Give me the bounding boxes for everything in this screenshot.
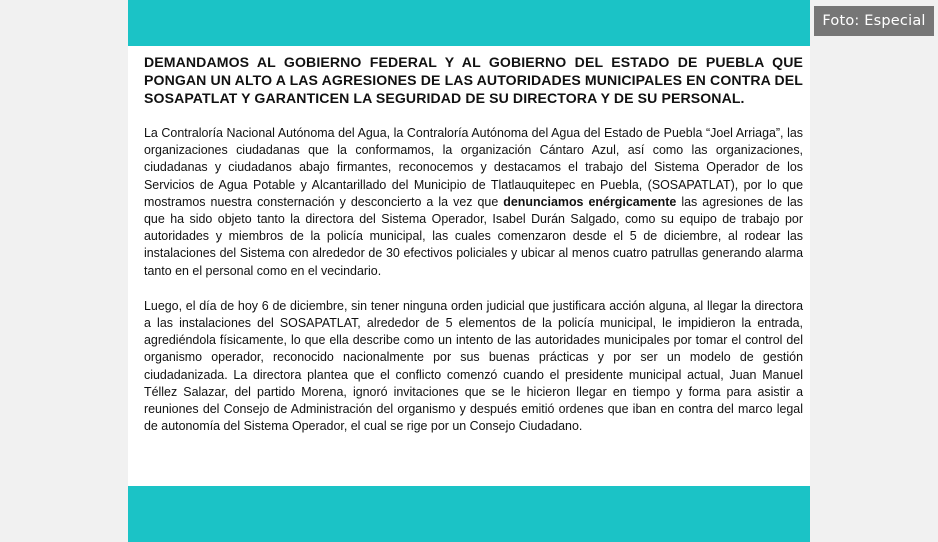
left-backdrop xyxy=(0,0,128,542)
photo-credit-label: Foto: Especial xyxy=(814,6,934,36)
document-heading: DEMANDAMOS AL GOBIERNO FEDERAL Y AL GOBIERNO DEL ESTADO DE PUEBLA QUE PONGAN UN ALTO A LAS AGRESIONES DE LAS AUTORIDADES MUNICIPALES EN CONTRA DEL SOSAPATLAT Y GARANTICEN LA SEGURIDAD DE SU DIRECTORA Y DE SU PERSONAL. xyxy=(144,54,803,106)
paragraph-1-text-before: La Contraloría Nacional Autónoma del Agua, la Contraloría Autónoma del Agua del Estado de Puebla “Joel Arriaga”, las organizaciones ciudadanas que la conformamos, la organización Cántaro Azul, así como las organizaciones, ciudadanas y ciudadanos abajo firmantes, reconocemos y destacamos el trabajo del Sistema Operador de los Servicios de Agua Potable y Alcantarillado del Municipio de Tlatlauquitepec en Puebla, (SOSAPATLAT), por lo que mostramos nuestra consternación y desconcierto a la vez que xyxy=(144,126,803,209)
paragraph-1-text-after: las agresiones de las que ha sido objeto tanto la directora del Sistema Operador, Isabel Durán Salgado, como su equipo de trabajo por autoridades y miembros de la policía municipal, las cuales comenzaron desde el 5 de diciembre, al rodear las instalaciones del Sistema con alrededor de 30 efectivos policiales y ubicar al menos cuatro patrullas generando alarma tanto en el personal como en el vecindario. xyxy=(144,194,803,278)
paragraph-2: Luego, el día de hoy 6 de diciembre, sin tener ninguna orden judicial que justificara acción alguna, al llegar la directora a las instalaciones del SOSAPATLAT, alrededor de 5 elementos de la policía municipal, le impidieron la entrada, agrediéndola físicamente, lo que ella describe como un intento de las autoridades municipales por tomar el control del organismo operador, reconocido nacionalmente por sus buenas prácticas y por ser un modelo de gestión ciudadanizada. La directora plantea que el conflicto comenzó cuando el presidente municipal actual, Juan Manuel Téllez Salazar, del partido Morena, ignoró invitaciones que se le hicieron llegar en tiempo y forma para asistir a reuniones del Consejo de Administración del organismo y después emitió ordenes que iban en contra del marco legal de autonomía del Sistema Operador, el cual se rige por un Consejo Ciudadano. xyxy=(144,298,803,434)
right-backdrop xyxy=(810,0,938,542)
document-content xyxy=(144,53,803,453)
paragraph-1 xyxy=(144,125,803,280)
top-accent-band xyxy=(128,0,810,46)
paragraph-1-emphasis: denunciamos enérgicamente xyxy=(503,194,677,209)
document-image xyxy=(128,0,810,542)
bottom-accent-band xyxy=(128,486,810,542)
